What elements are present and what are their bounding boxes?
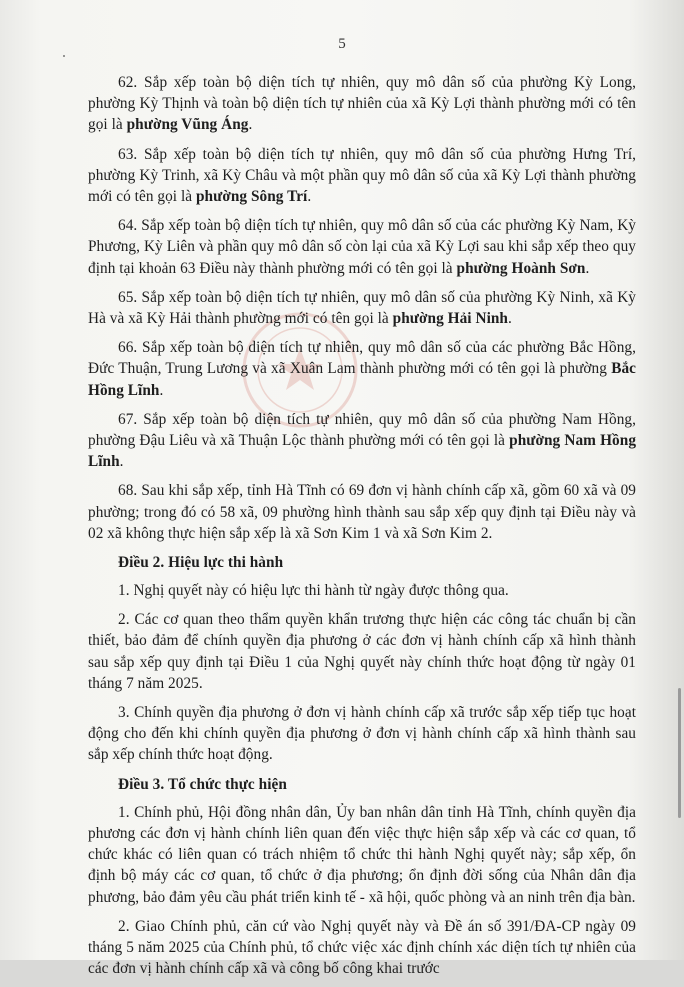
article-2-para-1: 1. Nghị quyết này có hiệu lực thi hành từ ngày được thông qua. (118, 582, 509, 600)
clause-64: 64. Sắp xếp toàn bộ diện tích tự nhiên, quy mô dân số của các phường Kỳ Nam, Kỳ Phương, Kỳ Liên và phần quy mô dân số còn lại của xã Kỳ Lợi sau khi sắp xếp theo quy định tại khoản 63 Điều này thành phường mới có tên gọi là phường Hoành Sơn. (88, 217, 636, 277)
article-2-heading: Điều 2. Hiệu lực thi hành (118, 554, 284, 572)
article-3-heading: Điều 3. Tổ chức thực hiện (118, 775, 287, 793)
article-2-para-2: 2. Các cơ quan theo thẩm quyền khẩn trương thực hiện các công tác chuẩn bị cần thiết, bảo đảm để chính quyền địa phương ở các đơn vị hành chính cấp xã hình thành sau sắp xếp quy định tại Điều 1 của Nghị quyết này chính thức hoạt động từ ngày 01 tháng 7 năm 2025. (88, 611, 636, 692)
article-2-para-3: 3. Chính quyền địa phương ở đơn vị hành chính cấp xã trước sắp xếp tiếp tục hoạt động cho đến khi chính quyền địa phương ở đơn vị hành chính cấp xã hình thành sau sắp xếp chính thức hoạt động. (88, 704, 636, 764)
clause-65: 65. Sắp xếp toàn bộ diện tích tự nhiên, quy mô dân số của phường Kỳ Ninh, xã Kỳ Hà và xã Kỳ Hải thành phường mới có tên gọi là phường Hải Ninh. (88, 288, 636, 328)
article-3-para-2: 2. Giao Chính phủ, căn cứ vào Nghị quyết này và Đề án số 391/ĐA-CP ngày 09 tháng 5 năm 2025 của Chính phủ, tổ chức việc xác định chính xác diện tích tự nhiên của các đơn vị hành chính cấp xã và công bố công khai trước (88, 917, 636, 978)
clause-67: 67. Sắp xếp toàn bộ diện tích tự nhiên, quy mô dân số của phường Nam Hồng, phường Đậu Liêu và xã Thuận Lộc thành phường mới có tên gọi là phường Nam Hồng Lĩnh. (88, 410, 637, 471)
page-number: 5 (338, 36, 346, 52)
paper-speck (63, 55, 65, 57)
clause-62: 62. Sắp xếp toàn bộ diện tích tự nhiên, quy mô dân số của phường Kỳ Long, phường Kỳ Thịnh và toàn bộ diện tích tự nhiên của xã Kỳ Lợi thành phường mới có tên gọi là phường Vũng Áng. (88, 74, 636, 134)
clause-63: 63. Sắp xếp toàn bộ diện tích tự nhiên, quy mô dân số của phường Hưng Trí, phường Kỳ Trinh, xã Kỳ Châu và một phần quy mô dân số của xã Kỳ Lợi thành phường mới có tên gọi là phường Sông Trí. (88, 145, 636, 206)
document-body (88, 72, 636, 987)
clause-68: 68. Sau khi sắp xếp, tỉnh Hà Tĩnh có 69 đơn vị hành chính cấp xã, gồm 60 xã và 09 phường; trong đó có 58 xã, 09 phường hình thành sau sắp xếp quy định tại Điều này và 02 xã không thực hiện sắp xếp là xã Sơn Kim 1 và xã Sơn Kim 2. (88, 482, 636, 542)
article-3-para-1: 1. Chính phủ, Hội đồng nhân dân, Ủy ban nhân dân tỉnh Hà Tĩnh, chính quyền địa phương các đơn vị hành chính liên quan đến việc thực hiện sắp xếp và các cơ quan, tổ chức khác có liên quan có trách nhiệm tổ chức thi hành Nghị quyết này; sắp xếp, ổn định bộ máy các cơ quan, tổ chức ở địa phương; ổn định đời sống của Nhân dân địa phương, bảo đảm yêu cầu phát triển kinh tế - xã hội, quốc phòng và an ninh trên địa bàn. (88, 803, 636, 906)
scrollbar[interactable] (678, 688, 681, 818)
clause-66: 66. Sắp xếp toàn bộ diện tích tự nhiên, quy mô dân số của các phường Bắc Hồng, Đức Thuận, Trung Lương và xã Xuân Lam thành phường mới có tên gọi là phường Bắc Hồng Lĩnh. (88, 339, 636, 399)
